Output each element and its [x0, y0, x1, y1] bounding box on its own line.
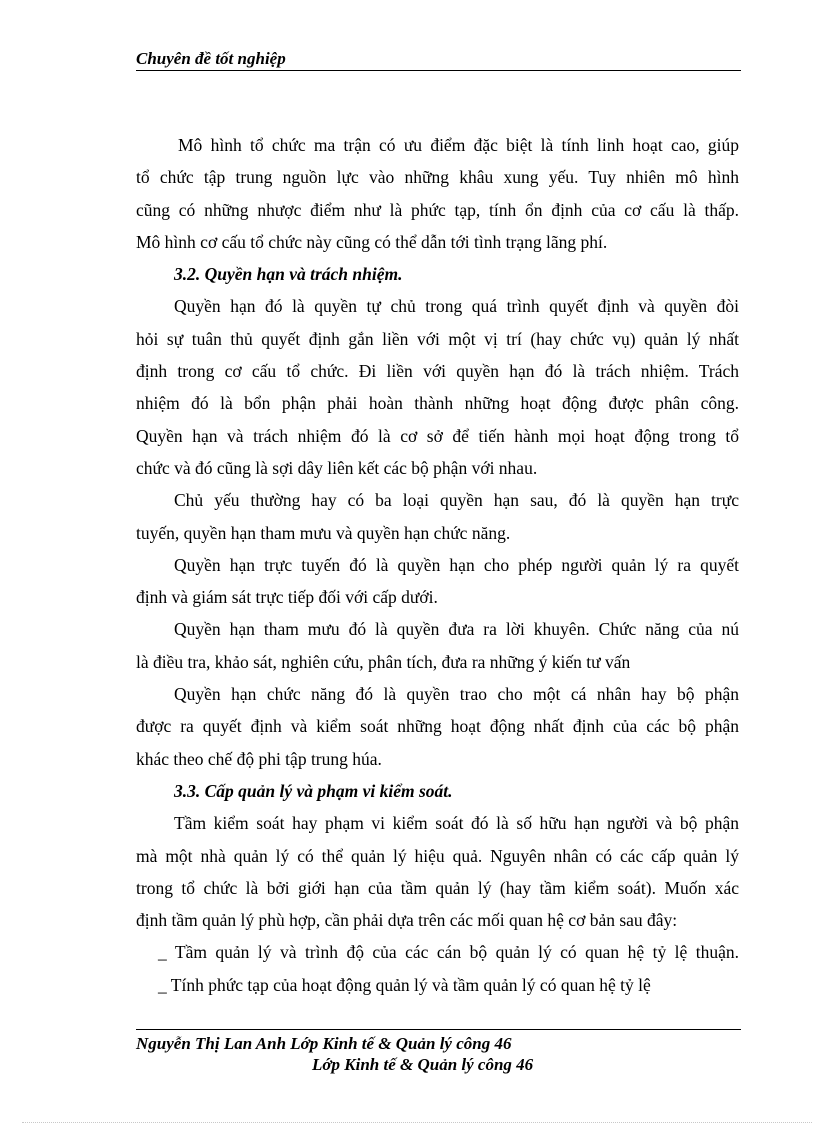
- paragraph-line: khác theo chế độ phi tập trung húa.: [136, 748, 382, 769]
- paragraph-line: được ra quyết định và kiểm soát những hoạt động nhất định của các bộ phận: [136, 716, 739, 737]
- paragraph-line: chức và đó cũng là sợi dây liên kết các bộ phận với nhau.: [136, 457, 538, 478]
- document-body: [136, 129, 739, 1001]
- list-item: _ Tầm quản lý và trình độ của các cán bộ quản lý có quan hệ tỷ lệ thuận.: [158, 942, 739, 963]
- section-heading-3-3: 3.3. Cấp quản lý và phạm vi kiểm soát.: [174, 780, 453, 801]
- footer-divider: [136, 1029, 741, 1030]
- list-item: _ Tính phức tạp của hoạt động quản lý và tầm quản lý có quan hệ tỷ lệ: [158, 974, 651, 995]
- paragraph-line: Quyền hạn và trách nhiệm đó là cơ sở để tiến hành mọi hoạt động trong tổ: [136, 425, 739, 446]
- paragraph-line: Quyền hạn đó là quyền tự chủ trong quá trình quyết định và quyền đòi: [174, 296, 739, 317]
- header-divider: [136, 70, 741, 71]
- page-header-title: Chuyên đề tốt nghiệp: [136, 49, 286, 68]
- paragraph-line: hỏi sự tuân thủ quyết định gắn liền với một vị trí (hay chức vụ) quản lý nhất: [136, 328, 739, 349]
- footer-class: Lớp Kinh tế & Quản lý công 46: [312, 1055, 534, 1074]
- paragraph-line: Chủ yếu thường hay có ba loại quyền hạn sau, đó là quyền hạn trực: [174, 490, 739, 511]
- paragraph-line: cũng có những nhược điểm như là phức tạp, tính ổn định của cơ cấu là thấp.: [136, 199, 739, 220]
- paragraph-line: tổ chức tập trung nguồn lực vào những khâu xung yếu. Tuy nhiên mô hình: [136, 167, 739, 188]
- paragraph-line: định trong cơ cấu tổ chức. Đi liền với quyền hạn đó là trách nhiệm. Trách: [136, 361, 739, 382]
- footer-author-class: Nguyễn Thị Lan Anh Lớp Kinh tế & Quản lý công 46: [136, 1034, 512, 1053]
- paragraph-line: định và giám sát trực tiếp đối với cấp dưới.: [136, 587, 438, 608]
- paragraph-line: nhiệm đó là bổn phận phải hoàn thành những hoạt động được phân công.: [136, 393, 739, 414]
- paragraph-line: định tầm quản lý phù hợp, cần phải dựa trên các mối quan hệ cơ bản sau đây:: [136, 910, 678, 931]
- paragraph-line: Quyền hạn chức năng đó là quyền trao cho một cá nhân hay bộ phận: [174, 684, 739, 705]
- paragraph-line: là điều tra, khảo sát, nghiên cứu, phân tích, đưa ra những ý kiến tư vấn: [136, 651, 631, 672]
- paragraph-line: tuyến, quyền hạn tham mưu và quyền hạn chức năng.: [136, 522, 511, 543]
- paragraph-line: Mô hình cơ cấu tổ chức này cũng có thể dẫn tới tình trạng lãng phí.: [136, 231, 608, 252]
- paragraph-line: Tầm kiểm soát hay phạm vi kiểm soát đó là số hữu hạn người và bộ phận: [174, 813, 739, 834]
- paragraph-line: trong tổ chức là bởi giới hạn của tầm quản lý (hay tầm kiểm soát). Muốn xác: [136, 877, 739, 898]
- section-heading-3-2: 3.2. Quyền hạn và trách nhiệm.: [174, 264, 403, 285]
- paragraph-line: Quyền hạn tham mưu đó là quyền đưa ra lời khuyên. Chức năng của nú: [174, 619, 739, 640]
- paragraph-line: mà một nhà quản lý có thể quản lý hiệu quả. Nguyên nhân có các cấp quản lý: [136, 845, 739, 866]
- paragraph-line: Quyền hạn trực tuyến đó là quyền hạn cho phép người quản lý ra quyết: [174, 554, 739, 575]
- paragraph-line: Mô hình tổ chức ma trận có ưu điểm đặc biệt là tính linh hoạt cao, giúp: [178, 135, 739, 155]
